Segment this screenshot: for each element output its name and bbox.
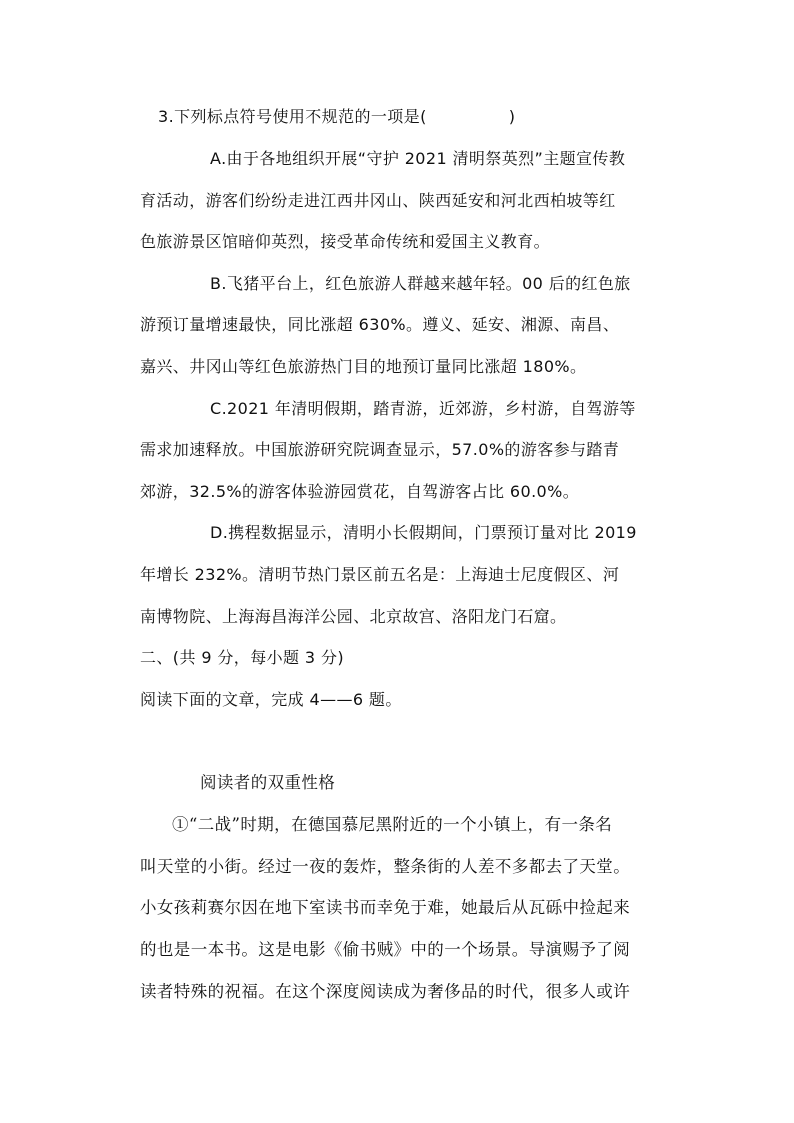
article-paragraph-1-line-4: 的也是一本书。这是电影《偷书贼》中的一个场景。导演赐予了阅 bbox=[140, 940, 631, 959]
option-b-line-1: B.飞猪平台上，红色旅游人群越来越年轻。00 后的红色旅 bbox=[210, 274, 631, 293]
article-paragraph-1-line-1: ①“二战”时期，在德国慕尼黑附近的一个小镇上，有一条名 bbox=[172, 815, 613, 834]
option-d-line-1: D.携程数据显示，清明小长假期间，门票预订量对比 2019 bbox=[210, 523, 637, 542]
option-c-line-1: C.2021 年清明假期，踏青游，近郊游，乡村游，自驾游等 bbox=[210, 399, 636, 418]
option-b-line-3: 嘉兴、井冈山等红色旅游热门目的地预订量同比涨超 180%。 bbox=[140, 357, 587, 376]
question-3-stem: 3.下列标点符号使用不规范的一项是( ) bbox=[158, 107, 516, 126]
option-c-line-3: 郊游，32.5%的游客体验游园赏花，自驾游客占比 60.0%。 bbox=[140, 482, 580, 501]
article-paragraph-1-line-3: 小女孩莉赛尔因在地下室读书而幸免于难，她最后从瓦砾中捡起来 bbox=[140, 898, 631, 917]
option-a-line-3: 色旅游景区馆暗仰英烈，接受革命传统和爱国主义教育。 bbox=[140, 232, 551, 251]
option-d-line-2: 年增长 232%。清明节热门景区前五名是：上海迪士尼度假区、河 bbox=[140, 565, 620, 584]
article-paragraph-1-line-2: 叫天堂的小街。经过一夜的轰炸，整条街的人差不多都去了天堂。 bbox=[140, 857, 631, 876]
article-paragraph-1-line-5: 读者特殊的祝福。在这个深度阅读成为奢侈品的时代，很多人或许 bbox=[140, 982, 631, 1001]
article-title: 阅读者的双重性格 bbox=[200, 773, 336, 792]
option-a-line-1: A.由于各地组织开展“守护 2021 清明祭英烈”主题宣传教 bbox=[210, 149, 626, 168]
option-b-line-2: 游预订量增速最快，同比涨超 630%。遵义、延安、湘源、南昌、 bbox=[140, 315, 620, 334]
option-d-line-3: 南博物院、上海海昌海洋公园、北京故宫、洛阳龙门石窟。 bbox=[140, 607, 567, 626]
section-2-heading: 二、(共 9 分，每小题 3 分) bbox=[140, 648, 344, 667]
option-c-line-2: 需求加速释放。中国旅游研究院调查显示，57.0%的游客参与踏青 bbox=[140, 440, 620, 459]
section-2-instruction: 阅读下面的文章，完成 4——6 题。 bbox=[140, 690, 402, 709]
option-a-line-2: 育活动，游客们纷纷走进江西井冈山、陕西延安和河北西柏坡等红 bbox=[140, 191, 616, 210]
